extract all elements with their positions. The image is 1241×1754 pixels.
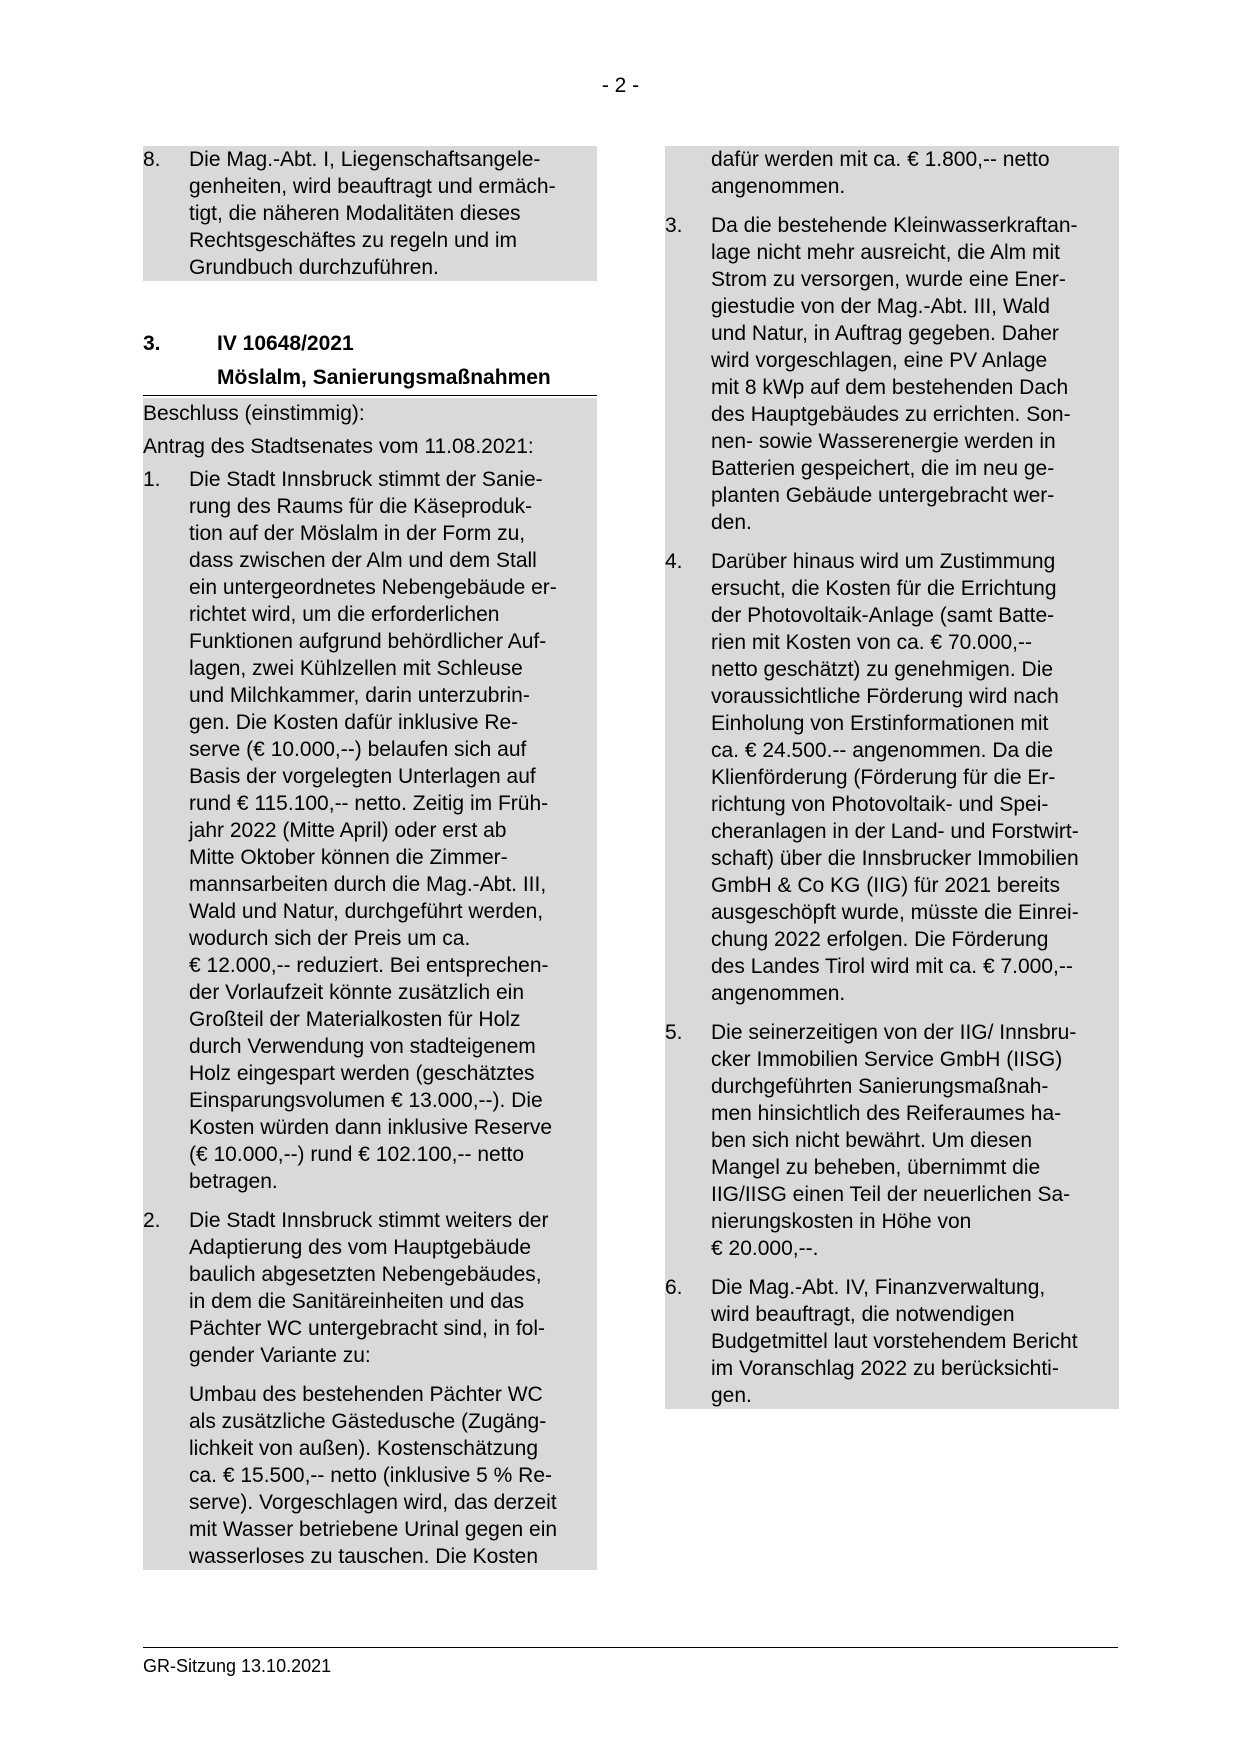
text-line: Da die bestehende Kleinwasserkraftan- — [711, 214, 1078, 237]
text-line: Basis der vorgelegten Unterlagen auf — [189, 765, 536, 788]
item-number: 2. — [143, 1209, 161, 1232]
text-line: mit 8 kWp auf dem bestehenden Dach — [711, 376, 1069, 399]
text-line: als zusätzliche Gästedusche (Zugäng- — [189, 1410, 547, 1433]
text-line: lichkeit von außen). Kostenschätzung — [189, 1437, 539, 1460]
text-line: Pächter WC untergebracht sind, in fol- — [189, 1317, 545, 1340]
text-line: cheranlagen in der Land- und Forstwirt- — [711, 820, 1079, 843]
text-line: lagen, zwei Kühlzellen mit Schleuse — [189, 657, 523, 680]
item-text — [711, 548, 1119, 1007]
item-2-continuation — [665, 146, 1119, 200]
item-number: 4. — [665, 550, 683, 573]
text-line: serve). Vorgeschlagen wird, das derzeit — [189, 1491, 557, 1514]
text-line: rund € 115.100,-- netto. Zeitig im Früh- — [189, 792, 549, 815]
text-line: ersucht, die Kosten für die Errichtung — [711, 577, 1057, 600]
decision-block — [143, 398, 597, 1570]
text-line: durchgeführten Sanierungsmaßnah- — [711, 1075, 1049, 1098]
text-line: lage nicht mehr ausreicht, die Alm mit — [711, 241, 1060, 264]
text-line: Strom zu versorgen, wurde eine Ener- — [711, 268, 1066, 291]
text-line: IIG/IISG einen Teil der neuerlichen Sa- — [711, 1183, 1071, 1206]
left-column — [143, 146, 597, 1570]
section-ref-line — [143, 327, 597, 361]
text-line: durch Verwendung von stadteigenem — [189, 1035, 536, 1058]
text-line: rien mit Kosten von ca. € 70.000,-- — [711, 631, 1032, 654]
decision-block-continued — [665, 146, 1119, 1409]
text-line: und Milchkammer, darin unterzubrin- — [189, 684, 530, 707]
text-line: Großteil der Materialkosten für Holz — [189, 1008, 521, 1031]
item-number: 1. — [143, 468, 161, 491]
text-line: gender Variante zu: — [189, 1344, 371, 1367]
text-line: Die seinerzeitigen von der IIG/ Innsbru- — [711, 1021, 1077, 1044]
text-line: Die Mag.-Abt. IV, Finanzverwaltung, — [711, 1276, 1046, 1299]
text-line: jahr 2022 (Mitte April) oder erst ab — [189, 819, 507, 842]
text-line: € 12.000,-- reduziert. Bei entsprechen- — [189, 954, 549, 977]
text-line: Grundbuch durchzuführen. — [189, 256, 439, 279]
text-line: Die Mag.-Abt. I, Liegenschaftsangele- — [189, 148, 541, 171]
text-line: schaft) über die Innsbrucker Immobilien — [711, 847, 1079, 870]
text-line: wasserloses zu tauschen. Die Kosten — [189, 1545, 539, 1568]
text-line: gen. — [711, 1384, 752, 1407]
text-line: des Hauptgebäudes zu errichten. Son- — [711, 403, 1071, 426]
decision-label: Beschluss (einstimmig): — [143, 402, 365, 425]
motion-label: Antrag des Stadtsenates vom 11.08.2021: — [143, 435, 534, 458]
text-line: angenommen. — [711, 982, 846, 1005]
text-line: rung des Raums für die Käseproduk- — [189, 495, 533, 518]
list-item-6 — [665, 1274, 1119, 1409]
text-line: € 20.000,--. — [711, 1237, 819, 1260]
text-line: Mitte Oktober können die Zimmer- — [189, 846, 508, 869]
text-line: tion auf der Möslalm in der Form zu, — [189, 522, 526, 545]
list-item-1 — [143, 466, 597, 1195]
text-line: richtung von Photovoltaik- und Spei- — [711, 793, 1049, 816]
text-line: Einsparungsvolumen € 13.000,--). Die — [189, 1089, 543, 1112]
text-line: nierungskosten in Höhe von — [711, 1210, 972, 1233]
text-line: Kosten würden dann inklusive Reserve — [189, 1116, 553, 1139]
text-line: (€ 10.000,--) rund € 102.100,-- netto — [189, 1143, 525, 1166]
footer-text: GR-Sitzung 13.10.2021 — [143, 1656, 332, 1676]
right-column — [665, 146, 1119, 1409]
text-line: des Landes Tirol wird mit ca. € 7.000,-- — [711, 955, 1073, 978]
text-line: wodurch sich der Preis um ca. — [189, 927, 471, 950]
item-number: 5. — [665, 1021, 683, 1044]
text-line: der Vorlaufzeit könnte zusätzlich ein — [189, 981, 525, 1004]
text-line: Mangel zu beheben, übernimmt die — [711, 1156, 1041, 1179]
page-number: - 2 - — [601, 74, 640, 97]
item-text — [711, 1019, 1119, 1262]
text-line: giestudie von der Mag.-Abt. III, Wald — [711, 295, 1050, 318]
text-line: in dem die Sanitäreinheiten und das — [189, 1290, 525, 1313]
list-item-2 — [143, 1207, 597, 1369]
text-line: mannsarbeiten durch die Mag.-Abt. III, — [189, 873, 547, 896]
text-line: angenommen. — [711, 175, 846, 198]
text-line: planten Gebäude untergebracht wer- — [711, 484, 1055, 507]
text-line: chung 2022 erfolgen. Die Förderung — [711, 928, 1049, 951]
text-line: genheiten, wird beauftragt und ermäch- — [189, 175, 556, 198]
text-line: im Voranschlag 2022 zu berücksichti- — [711, 1357, 1059, 1380]
text-line: tigt, die näheren Modalitäten dieses — [189, 202, 521, 225]
text-line: Umbau des bestehenden Pächter WC — [189, 1383, 543, 1406]
item-text — [189, 146, 597, 281]
item-number: 8. — [143, 148, 161, 171]
text-line: netto geschätzt) zu genehmigen. Die — [711, 658, 1054, 681]
text-line: richtet wird, um die erforderlichen — [189, 603, 500, 626]
text-line: dass zwischen der Alm und dem Stall — [189, 549, 537, 572]
text-line: Klienförderung (Förderung für die Er- — [711, 766, 1056, 789]
text-line: ca. € 24.500.-- angenommen. Da die — [711, 739, 1054, 762]
item-number: 6. — [665, 1276, 683, 1299]
item-number: 3. — [665, 214, 683, 237]
text-line: Darüber hinaus wird um Zustimmung — [711, 550, 1056, 573]
list-item-4 — [665, 548, 1119, 1007]
text-line: ausgeschöpft wurde, müsste die Einrei- — [711, 901, 1079, 924]
item-text — [711, 1274, 1119, 1409]
text-line: Funktionen aufgrund behördlicher Auf- — [189, 630, 547, 653]
text-line: Holz eingespart werden (geschätztes — [189, 1062, 535, 1085]
text-line: Adaptierung des vom Hauptgebäude — [189, 1236, 532, 1259]
text-line: den. — [711, 511, 752, 534]
text-line: wird beauftragt, die notwendigen — [711, 1303, 1015, 1326]
text-line: dafür werden mit ca. € 1.800,-- netto — [711, 148, 1050, 171]
text-line: ein untergeordnetes Nebengebäude er- — [189, 576, 557, 599]
text-line: gen. Die Kosten dafür inklusive Re- — [189, 711, 519, 734]
text-line: und Natur, in Auftrag gegeben. Daher — [711, 322, 1059, 345]
text-line: baulich abgesetzten Nebengebäudes, — [189, 1263, 542, 1286]
text-line: GmbH & Co KG (IIG) für 2021 bereits — [711, 874, 1060, 897]
item-text — [189, 1207, 597, 1369]
text-line: Rechtsgeschäftes zu regeln und im — [189, 229, 518, 252]
text-line: Wald und Natur, durchgeführt werden, — [189, 900, 544, 923]
list-item-8 — [143, 146, 597, 281]
text-line: men hinsichtlich des Reiferaumes ha- — [711, 1102, 1062, 1125]
item-text — [189, 466, 597, 1195]
section-number: 3. — [143, 332, 161, 355]
text-line: Budgetmittel laut vorstehendem Bericht — [711, 1330, 1078, 1353]
text-line: betragen. — [189, 1170, 278, 1193]
text-line: wird vorgeschlagen, eine PV Anlage — [711, 349, 1048, 372]
text-line: voraussichtliche Förderung wird nach — [711, 685, 1059, 708]
text-line: Die Stadt Innsbruck stimmt weiters der — [189, 1209, 549, 1232]
item-text — [711, 212, 1119, 536]
text-line: nen- sowie Wasserenergie werden in — [711, 430, 1056, 453]
text-line: der Photovoltaik-Anlage (samt Batte- — [711, 604, 1055, 627]
section-title: Möslalm, Sanierungsmaßnahmen — [143, 361, 597, 396]
item-2-variant — [143, 1381, 597, 1570]
text-line: cker Immobilien Service GmbH (IISG) — [711, 1048, 1063, 1071]
text-line: serve (€ 10.000,--) belaufen sich auf — [189, 738, 527, 761]
text-line: Batterien gespeichert, die im neu ge- — [711, 457, 1055, 480]
text-line: ca. € 15.500,-- netto (inklusive 5 % Re- — [189, 1464, 553, 1487]
list-item-3 — [665, 212, 1119, 536]
footer-rule — [143, 1647, 1118, 1648]
text-line: mit Wasser betriebene Urinal gegen ein — [189, 1518, 558, 1541]
text-line: Die Stadt Innsbruck stimmt der Sanie- — [189, 468, 543, 491]
section-reference: IV 10648/2021 — [217, 332, 354, 355]
text-line: Einholung von Erstinformationen mit — [711, 712, 1049, 735]
text-line: ben sich nicht bewährt. Um diesen — [711, 1129, 1032, 1152]
list-item-5 — [665, 1019, 1119, 1262]
